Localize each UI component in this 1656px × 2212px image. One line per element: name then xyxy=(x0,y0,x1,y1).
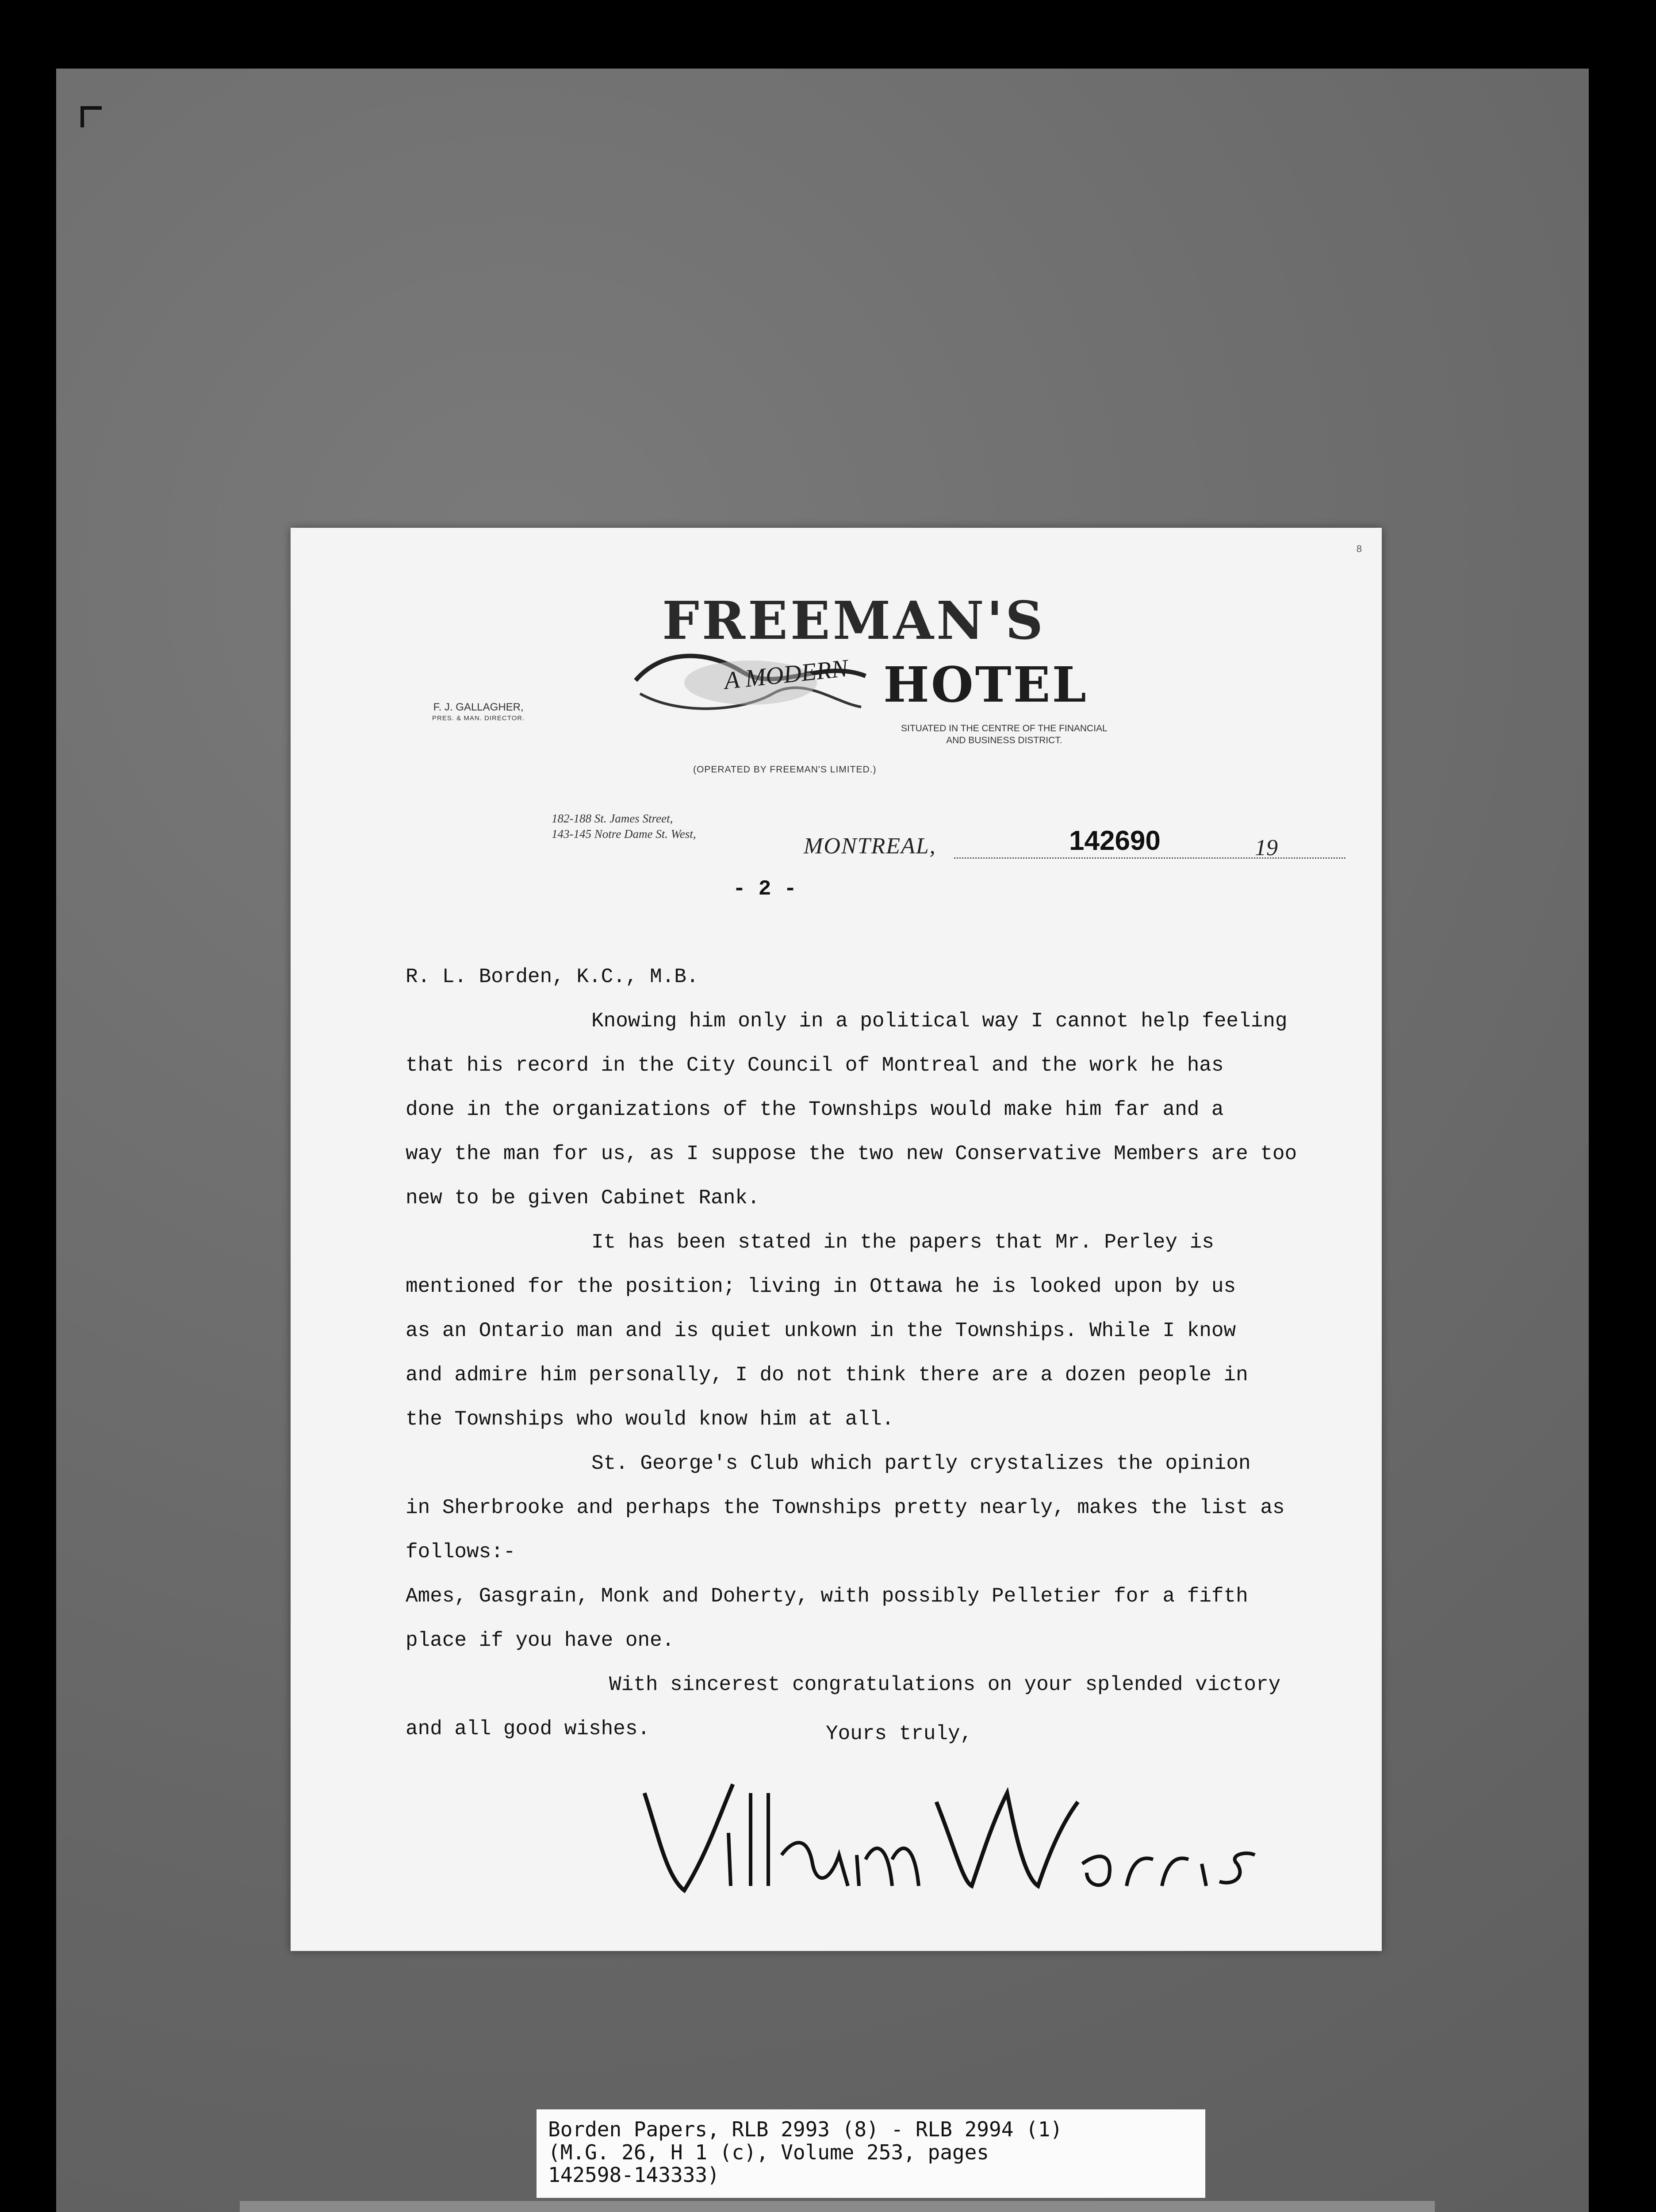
archive-caption xyxy=(537,2109,1205,2198)
location-line-1: SITUATED IN THE CENTRE OF THE FINANCIAL xyxy=(901,723,1108,733)
body-line: With sincerest congratulations on your splended victory xyxy=(609,1673,1281,1696)
body-line: way the man for us, as I suppose the two new Conservative Members are too xyxy=(406,1142,1297,1165)
body-line: new to be given Cabinet Rank. xyxy=(406,1187,760,1210)
letter-page xyxy=(291,528,1382,1951)
caption-line-1: Borden Papers, RLB 2993 (8) - RLB 2994 (1) xyxy=(548,2117,1063,2141)
hotel-name: FREEMAN'S xyxy=(662,590,1046,651)
letterhead xyxy=(291,528,1382,860)
manager-title: PRES. & MAN. DIRECTOR. xyxy=(432,714,525,722)
closing: Yours truly, xyxy=(826,1722,973,1745)
body-line: place if you have one. xyxy=(406,1629,675,1652)
location-line-2: AND BUSINESS DISTRICT. xyxy=(946,735,1062,746)
hotel-word: HOTEL xyxy=(883,656,1088,713)
body-line: St. George's Club which partly crystalizes the opinion xyxy=(591,1452,1251,1475)
salutation: R. L. Borden, K.C., M.B. xyxy=(406,965,699,988)
body-line: in Sherbrooke and perhaps the Townships pretty nearly, makes the list as follows:- xyxy=(406,1496,1285,1563)
address-block xyxy=(552,811,696,842)
page-marker: - 2 - xyxy=(733,877,797,901)
page-corner-mark: 8 xyxy=(1356,543,1362,554)
caption-line-3: 142598-143333) xyxy=(548,2163,720,2187)
date-line xyxy=(954,857,1346,859)
archive-stamp-number: 142690 xyxy=(1069,826,1161,856)
body-line: done in the organizations of the Townships would make him far and a xyxy=(406,1098,1224,1121)
year: 19 xyxy=(1255,835,1278,860)
body-line: It has been stated in the papers that Mr. Perley is xyxy=(591,1231,1214,1254)
city: MONTREAL, xyxy=(804,833,936,859)
hotel-subtitle: A MODERN xyxy=(723,654,849,695)
manager-block xyxy=(432,700,525,723)
letter-body xyxy=(406,955,1370,1751)
body-line: Knowing him only in a political way I cannot help feeling xyxy=(591,1010,1288,1033)
caption-line-2: (M.G. 26, H 1 (c), Volume 253, pages xyxy=(548,2140,989,2164)
plaque-frame xyxy=(240,2201,1435,2212)
body-line: as an Ontario man and is quiet unkown in the Townships. While I know xyxy=(406,1319,1236,1342)
body-line: and admire him personally, I do not think there are a dozen people in xyxy=(406,1363,1248,1386)
body-line: mentioned for the position; living in Ottawa he is looked upon by us xyxy=(406,1275,1236,1298)
body-line: the Townships who would know him at all. xyxy=(406,1408,894,1431)
address-line-2: 143-145 Notre Dame St. West, xyxy=(552,827,696,841)
location-note xyxy=(901,722,1108,747)
handwritten-signature-icon xyxy=(618,1767,1259,1908)
address-line-1: 182-188 St. James Street, xyxy=(552,812,673,825)
body-line: that his record in the City Council of Montreal and the work he has xyxy=(406,1054,1224,1077)
frame-corner-mark xyxy=(80,106,102,127)
operated-by: (OPERATED BY FREEMAN'S LIMITED.) xyxy=(693,764,877,775)
body-line: Ames, Gasgrain, Monk and Doherty, with possibly Pelletier for a fifth xyxy=(406,1585,1248,1608)
body-line: and all good wishes. xyxy=(406,1717,650,1740)
manager-name: F. J. GALLAGHER, xyxy=(433,701,524,713)
